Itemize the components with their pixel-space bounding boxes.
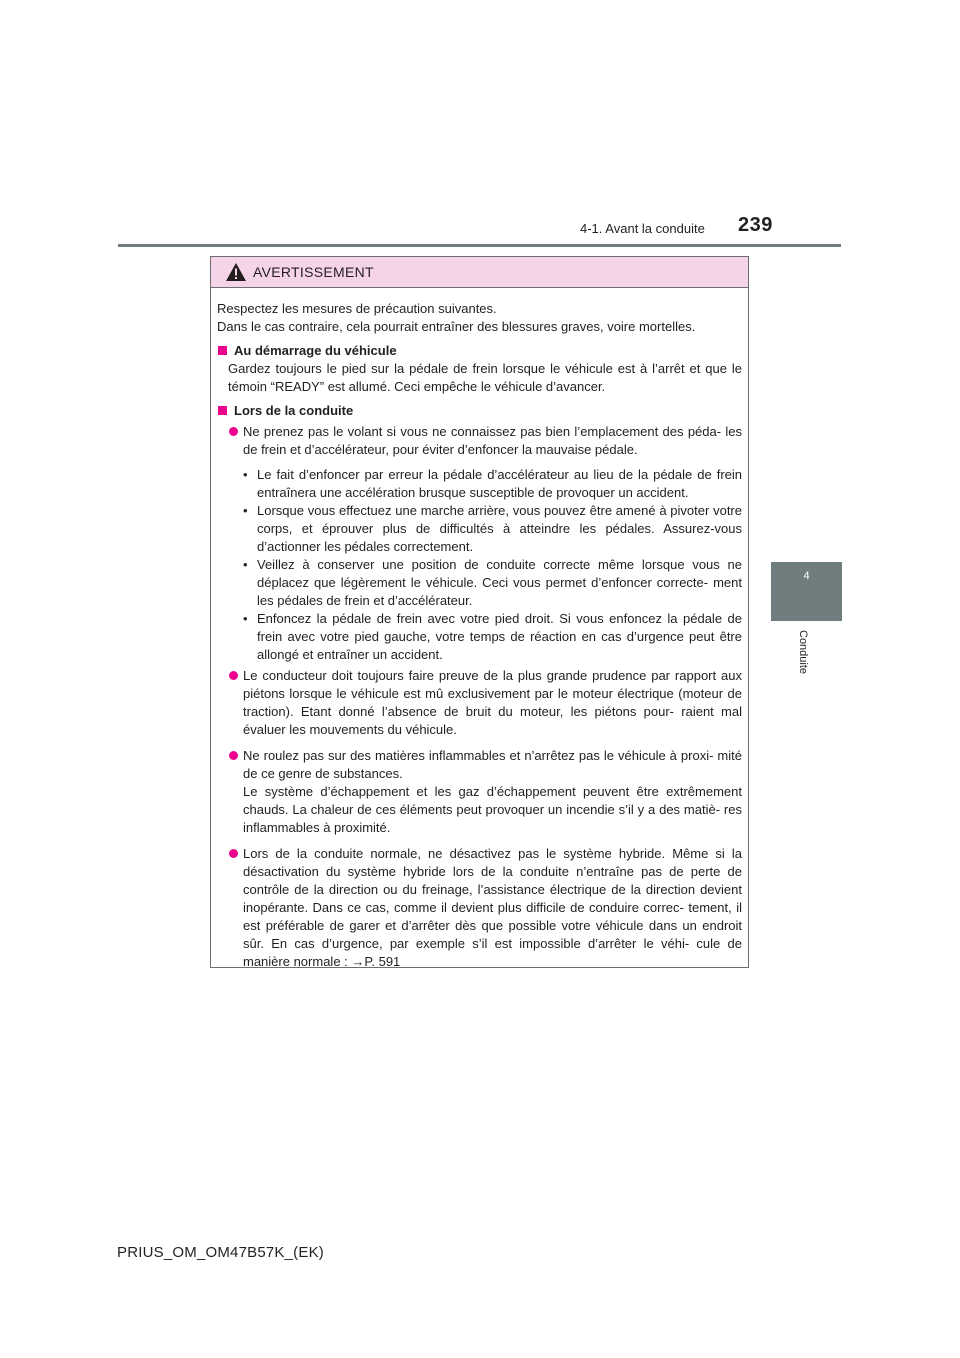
list-item bbox=[217, 423, 742, 459]
sub-list-item-text: Enfoncez la pédale de frein avec votre pied droit. Si vous enfoncez la pédale de frein avec votre pied gauche, votre temps de réaction en cas d’urgence peut être allongé et entraîner un accident. bbox=[257, 611, 742, 662]
dot-bullet-icon: • bbox=[243, 503, 248, 518]
warning-box bbox=[210, 256, 749, 968]
section-heading-startup bbox=[217, 342, 742, 360]
chapter-number: 4 bbox=[803, 570, 810, 582]
header-rule bbox=[118, 244, 841, 247]
circle-bullet-icon bbox=[229, 671, 238, 680]
sub-list-item-text: Le fait d’enfoncer par erreur la pédale d’accélérateur au lieu de la pédale de frein entraînera une accélération brusque susceptible de provoquer un accident. bbox=[257, 467, 742, 500]
square-bullet-icon bbox=[218, 406, 227, 415]
page-number: 239 bbox=[738, 214, 773, 236]
dot-bullet-icon: • bbox=[243, 611, 248, 626]
sub-list-item bbox=[217, 466, 742, 502]
circle-bullet-icon bbox=[229, 751, 238, 760]
section-heading-text: Lors de la conduite bbox=[234, 403, 354, 418]
list-item-text: Lors de la conduite normale, ne désactivez pas le système hybride. Même si la désactivation du système hybride lors de la conduite n’entraîne pas de perte de contrôle de la direction ou du freinage, l’assistance électrique de la direction devient inopérante. Dans ce cas, comme il devient plus difficile de conduire correc- tement, il est préférable de garer et d’arrêter dès que possible votre véhicule dans un endroit sûr. En cas d’urgence, par exemple s’il est impossible d’arrêter le véhi- cule de manière normale : →P. 591 bbox=[243, 846, 742, 969]
square-bullet-icon bbox=[218, 346, 227, 355]
intro-line-1: Respectez les mesures de précaution suivantes. bbox=[217, 301, 497, 316]
section-title: 4-1. Avant la conduite bbox=[580, 221, 705, 236]
chapter-tab[interactable] bbox=[771, 562, 842, 621]
warning-triangle-icon bbox=[225, 262, 247, 282]
sub-list-item-text: Veillez à conserver une position de conduite correcte même lorsque vous ne déplacez que légèrement le véhicule. Ceci vous permet d’enfoncer correcte- ment les pédales de frein et d’accélérateur. bbox=[257, 557, 742, 608]
sub-list-item bbox=[217, 610, 742, 664]
intro-line-2: Dans le cas contraire, cela pourrait entraîner des blessures graves, voire mortelles. bbox=[217, 319, 696, 334]
list-item bbox=[217, 747, 742, 837]
warning-header bbox=[211, 257, 748, 288]
list-item bbox=[217, 845, 742, 971]
section-heading-driving bbox=[217, 402, 742, 420]
page-header bbox=[0, 0, 960, 250]
sub-list bbox=[217, 466, 742, 664]
list-item-text-continued: Le système d’échappement et les gaz d’échappement peuvent être extrêmement chauds. La chaleur de ces éléments peut provoquer un incendie s’il y a des matiè- res inflammables à proximité. bbox=[243, 784, 742, 835]
list-item-text: Le conducteur doit toujours faire preuve de la plus grande prudence par rapport aux piétons lorsque le véhicule est mû exclusivement par le moteur électrique (moteur de traction). Etant donné l’absence de bruit du moteur, les piétons pour- raient mal évaluer les mouvements du véhicule. bbox=[243, 668, 742, 737]
list-item-text: Ne prenez pas le volant si vous ne connaissez pas bien l’emplacement des péda- les de frein et d’accélérateur, pour éviter d’enfoncer la mauvaise pédale. bbox=[243, 424, 742, 457]
section-text-startup: Gardez toujours le pied sur la pédale de frein lorsque le véhicule est à l’arrêt et que le témoin “READY” est allumé. Ceci empêche le véhicule d’avancer. bbox=[228, 361, 742, 394]
chapter-label: Conduite bbox=[797, 630, 809, 675]
sub-list-item bbox=[217, 556, 742, 610]
section-heading-text: Au démarrage du véhicule bbox=[234, 343, 397, 358]
circle-bullet-icon bbox=[229, 427, 238, 436]
sub-list-item-text: Lorsque vous effectuez une marche arrière, vous pouvez être amené à pivoter votre corps, et éprouver plus de difficultés à atteindre les pédales. Assurez-vous d’actionner les pédales correctement. bbox=[257, 503, 742, 554]
list-item bbox=[217, 667, 742, 739]
dot-bullet-icon: • bbox=[243, 557, 248, 572]
list-item-text: Ne roulez pas sur des matières inflammables et n’arrêtez pas le véhicule à proxi- mité de ce genre de substances. bbox=[243, 748, 742, 781]
document-code: PRIUS_OM_OM47B57K_(EK) bbox=[117, 1244, 324, 1261]
dot-bullet-icon: • bbox=[243, 467, 248, 482]
warning-body bbox=[211, 288, 748, 971]
circle-bullet-icon bbox=[229, 849, 238, 858]
warning-title: AVERTISSEMENT bbox=[253, 264, 374, 280]
sub-list-item bbox=[217, 502, 742, 556]
